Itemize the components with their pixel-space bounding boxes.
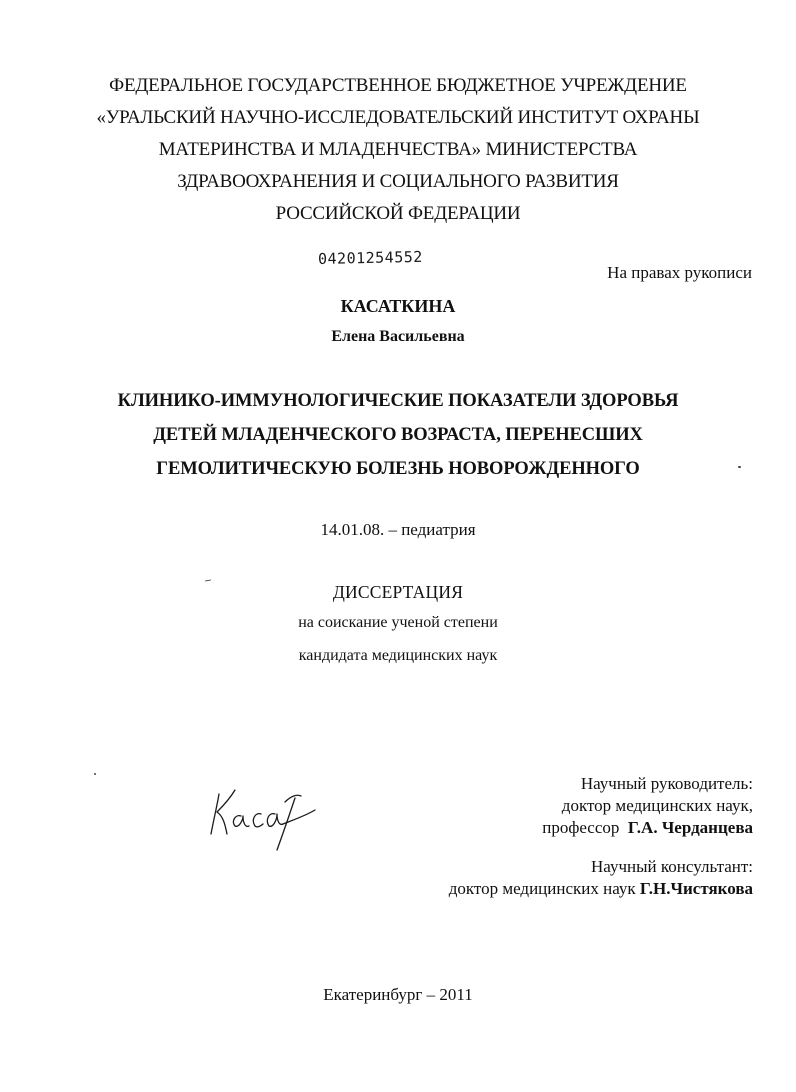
supervisor-role: Научный руководитель:	[580, 774, 753, 793]
supervisor-prefix: профессор	[542, 818, 620, 837]
title-line-3: ГЕМОЛИТИЧЕСКУЮ БОЛЕЗНЬ НОВОРОЖДЕННОГО	[156, 459, 640, 479]
author-surname: КАСАТКИНА	[340, 296, 456, 316]
degree-line-2: кандидата медицинских наук	[298, 647, 498, 664]
author-given-names: Елена Васильевна	[331, 328, 465, 345]
serial-number: 04201254552	[317, 247, 424, 268]
supervisor-block	[542, 773, 753, 839]
institution-line-3: МАТЕРИНСТВА И МЛАДЕНЧЕСТВА» МИНИСТЕРСТВА	[158, 139, 638, 160]
title-line-2: ДЕТЕЙ МЛАДЕНЧЕСКОГО ВОЗРАСТА, ПЕРЕНЕСШИХ	[153, 425, 643, 445]
institution-line-1: ФЕДЕРАЛЬНОЕ ГОСУДАРСТВЕННОЕ БЮДЖЕТНОЕ УЧРЕЖДЕНИЕ	[109, 75, 687, 96]
consultant-title-line	[449, 878, 753, 900]
consultant-role: Научный консультант:	[591, 857, 753, 876]
specialty: 14.01.08. – педиатрия	[320, 520, 476, 539]
consultant-prefix: доктор медицинских наук	[448, 879, 636, 898]
degree-line-1: на соискание ученой степени	[298, 614, 498, 631]
manuscript-rights: На правах рукописи	[607, 263, 752, 282]
institution-line-4: ЗДРАВООХРАНЕНИЯ И СОЦИАЛЬНОГО РАЗВИТИЯ	[177, 171, 619, 192]
title-line-1: КЛИНИКО-ИММУНОЛОГИЧЕСКИЕ ПОКАЗАТЕЛИ ЗДОРОВЬЯ	[117, 391, 679, 411]
supervisor-name: Г.А. Черданцева	[627, 818, 753, 837]
supervisor-title-line	[542, 817, 753, 839]
institution-line-5: РОССИЙСКОЙ ФЕДЕРАЦИИ	[275, 203, 521, 224]
institution-line-2: «УРАЛЬСКИЙ НАУЧНО-ИССЛЕДОВАТЕЛЬСКИЙ ИНСТИТУТ ОХРАНЫ	[96, 107, 700, 128]
handwritten-signature	[205, 780, 317, 852]
consultant-name: Г.Н.Чистякова	[639, 879, 753, 898]
supervisor-degree: доктор медицинских наук,	[561, 796, 753, 815]
consultant-block	[449, 856, 753, 900]
document-type: ДИССЕРТАЦИЯ	[332, 582, 464, 602]
scan-speck	[94, 773, 96, 775]
scan-speck	[738, 466, 741, 468]
city-year: Екатеринбург – 2011	[323, 985, 473, 1004]
